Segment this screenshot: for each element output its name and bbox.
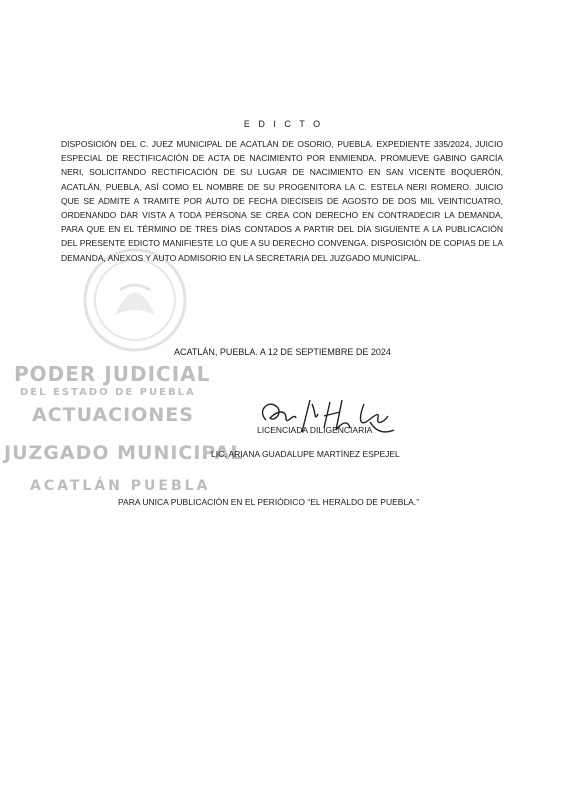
publication-note: PARA UNICA PUBLICACIÓN EN EL PERIÓDICO “EL HERALDO DE PUEBLA.” xyxy=(118,497,420,507)
stamp-line-4: JUZGADO MUNICIPAL xyxy=(4,442,244,464)
signer-role: LICENCIADA DILIGENCIARIA xyxy=(257,425,373,435)
signer-name: LIC. ARIANA GUADALUPE MARTÍNEZ ESPEJEL xyxy=(211,449,400,459)
stamp-line-3: ACTUACIONES xyxy=(32,404,194,426)
stamp-line-1: PODER JUDICIAL xyxy=(14,362,211,386)
stamp-line-2: DEL ESTADO DE PUEBLA xyxy=(20,387,196,398)
document-body: DISPOSICIÓN DEL C. JUEZ MUNICIPAL DE ACATLÁN DE OSORIO, PUEBLA. EXPEDIENTE 335/2024, JUICIO ESPECIAL DE RECTIFICACIÓN DE ACTA DE NACIMIENTO POR ENMIENDA. PROMUEVE GABINO GARCÍA NERI, SOLICITANDO RECTIFICACIÓN DE SU LUGAR DE NACIMIENTO EN SAN VICENTE BOQUERÓN, ACATLÁN, PUEBLA, ASÍ COMO EL NOMBRE DE SU PROGENITORA LA C. ESTELA NERI ROMERO. JUICIO QUE SE ADMITE A TRAMITE POR AUTO DE FECHA DIECISEIS DE AGOSTO DE DOS MIL VEINTICUATRO, ORDENANDO DAR VISTA A TODA PERSONA SE CREA CON DERECHO EN CONTRADECIR LA DEMANDA, PARA QUE EN EL TÉRMINO DE TRES DÍAS CONTADOS A PARTIR DEL DÍA SIGUIENTE A LA PUBLICACIÓN DEL PRESENTE EDICTO MANIFIESTE LO QUE A SU DERECHO CONVENGA. DISPOSICIÓN DE COPIAS DE LA DEMANDA, ANEXOS Y AUTO ADMISORIO EN LA SECRETARIA DEL JUZGADO MUNICIPAL. xyxy=(61,139,503,263)
document-title: E D I C T O xyxy=(243,119,324,129)
place-date: ACATLÁN, PUEBLA. A 12 DE SEPTIEMBRE DE 2024 xyxy=(174,347,391,357)
stamp-line-5: ACATLÁN PUEBLA xyxy=(30,478,211,494)
